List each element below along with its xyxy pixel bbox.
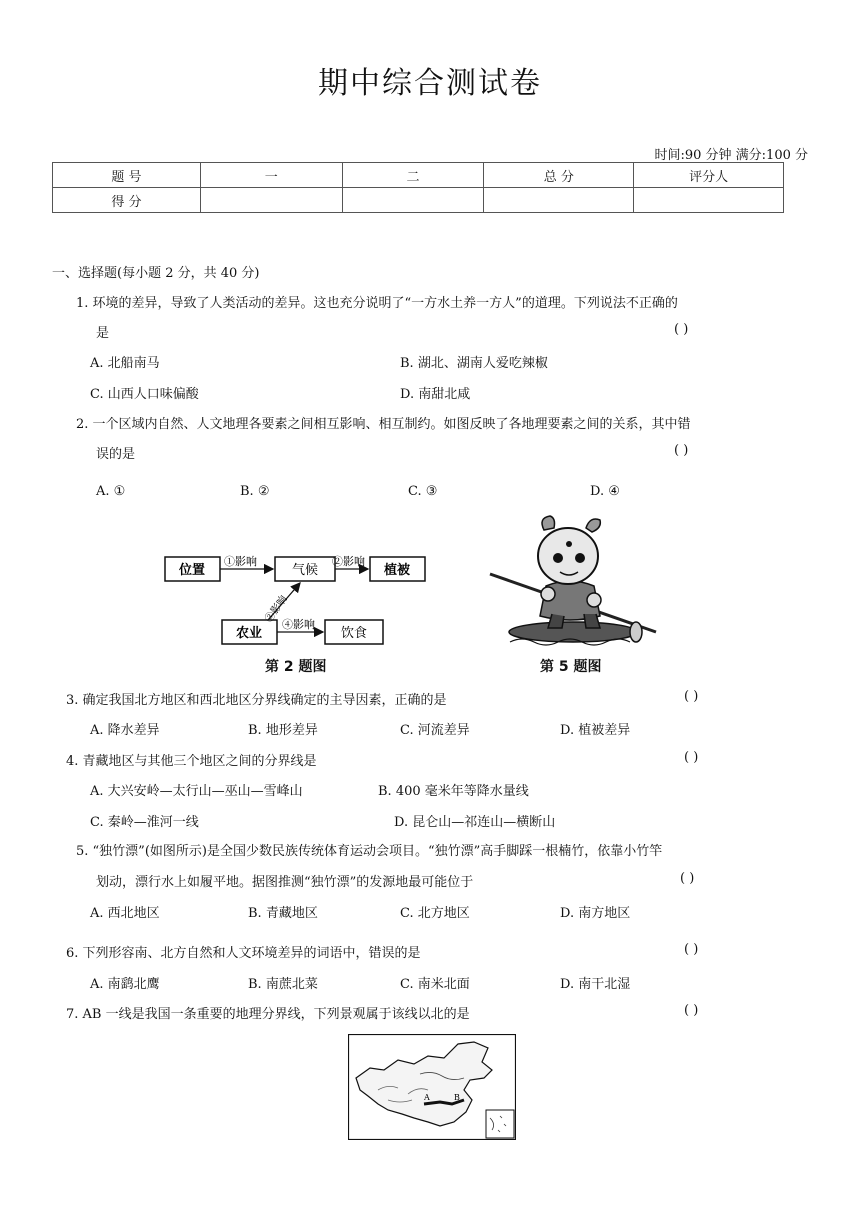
box-agriculture-label: 农业 [235, 626, 263, 641]
option[interactable]: A. 大兴安岭—太行山—巫山—雪峰山 [90, 784, 303, 799]
option[interactable]: D. 南干北湿 [560, 977, 631, 992]
question-7-text: 7. AB 一线是我国一条重要的地理分界线，下列景观属于该线以北的是 [66, 1007, 470, 1022]
score-input-cell[interactable] [342, 188, 484, 213]
score-header-cell: 评分人 [634, 163, 784, 188]
figure-2-caption: 第 2 题图 [265, 659, 327, 675]
question-1-text: 1. 环境的差异，导致了人类活动的差异。这也充分说明了“一方水土养一方人”的道理。下列说法不正确的 [76, 296, 678, 311]
map-label-a: A [424, 1093, 430, 1102]
question-5-text-cont: 划动，漂行水上如履平地。据图推测“独竹漂”的发源地最可能位于 [96, 875, 474, 890]
option[interactable]: A. 西北地区 [90, 906, 160, 921]
eye [575, 553, 585, 563]
option[interactable]: C. 北方地区 [400, 906, 470, 921]
question-4-text: 4. 青藏地区与其他三个地区之间的分界线是 [66, 754, 317, 769]
option[interactable]: C. 山西人口味偏酸 [90, 387, 199, 402]
score-table [52, 162, 784, 213]
arrow-2-label: ②影响 [332, 555, 365, 568]
box-diet-label: 饮食 [340, 626, 368, 641]
box-climate-label: 气候 [291, 563, 319, 578]
option[interactable]: B. 青藏地区 [248, 906, 318, 921]
score-input-cell[interactable] [200, 188, 342, 213]
score-table-header-row [53, 163, 784, 188]
hand [541, 587, 555, 601]
question-2-text: 2. 一个区域内自然、人文地理各要素之间相互影响、相互制约。如图反映了各地理要素之间的关系，其中错 [76, 417, 691, 432]
arrow-4-label: ④影响 [282, 618, 315, 631]
section-heading: 一、选择题(每小题 2 分，共 40 分) [52, 266, 260, 281]
answer-paren[interactable]: ( ) [674, 443, 689, 458]
option[interactable]: B. 湖北、湖南人爱吃辣椒 [400, 356, 548, 371]
answer-paren[interactable]: ( ) [684, 942, 699, 957]
score-header-cell: 二 [342, 163, 484, 188]
box-vegetation-label: 植被 [383, 563, 411, 578]
answer-paren[interactable]: ( ) [684, 1003, 699, 1018]
box-position-label: 位置 [178, 563, 206, 578]
china-map [348, 1034, 516, 1140]
option[interactable]: A. ① [96, 484, 126, 499]
score-header-cell: 一 [200, 163, 342, 188]
question-5-text: 5. “独竹漂”(如图所示)是全国少数民族传统体育运动会项目。“独竹漂”高手脚踩一根楠竹，依靠小竹竿 [76, 844, 663, 859]
answer-paren[interactable]: ( ) [674, 322, 689, 337]
page-title: 期中综合测试卷 [318, 66, 542, 101]
option[interactable]: B. ② [240, 484, 270, 499]
option[interactable]: D. 植被差异 [560, 723, 631, 738]
question-6-text: 6. 下列形容南、北方自然和人文环境差异的词语中，错误的是 [66, 946, 421, 961]
option[interactable]: B. 400 毫米年等降水量线 [378, 784, 529, 799]
option[interactable]: C. 河流差异 [400, 723, 470, 738]
option[interactable]: C. 秦岭—淮河一线 [90, 815, 199, 830]
score-header-cell: 总 分 [484, 163, 634, 188]
answer-paren[interactable]: ( ) [684, 689, 699, 704]
option[interactable]: A. 降水差异 [90, 723, 160, 738]
score-label-cell: 得 分 [53, 188, 201, 213]
option[interactable]: B. 南蔗北菜 [248, 977, 318, 992]
option[interactable]: D. 南方地区 [560, 906, 631, 921]
question-2-text-cont: 误的是 [96, 447, 136, 462]
hand [587, 593, 601, 607]
time-info: 时间:90 分钟 满分:100 分 [654, 148, 808, 163]
option[interactable]: B. 地形差异 [248, 723, 318, 738]
score-table-score-row [53, 188, 784, 213]
answer-paren[interactable]: ( ) [680, 871, 695, 886]
eye [553, 553, 563, 563]
figure-5-caption: 第 5 题图 [540, 659, 602, 675]
arrow-3-label: ③影响 [263, 593, 290, 625]
score-header-cell: 题 号 [53, 163, 201, 188]
score-input-cell[interactable] [634, 188, 784, 213]
question-1-text-cont: 是 [96, 326, 110, 341]
option[interactable]: D. 昆仑山—祁连山—横断山 [394, 815, 556, 830]
option[interactable]: D. ④ [590, 484, 620, 499]
arrow-1-label: ①影响 [224, 555, 257, 568]
option[interactable]: A. 南鹞北鹰 [90, 977, 160, 992]
answer-paren[interactable]: ( ) [684, 750, 699, 765]
question-3-text: 3. 确定我国北方地区和西北地区分界线确定的主导因素，正确的是 [66, 693, 447, 708]
map-label-b: B [454, 1093, 460, 1102]
bamboo-rafting-illustration [488, 514, 660, 654]
option[interactable]: C. ③ [408, 484, 438, 499]
option[interactable]: C. 南米北面 [400, 977, 470, 992]
score-input-cell[interactable] [484, 188, 634, 213]
option[interactable]: D. 南甜北咸 [400, 387, 471, 402]
south-china-sea-inset [486, 1110, 514, 1138]
option[interactable]: A. 北船南马 [90, 356, 160, 371]
